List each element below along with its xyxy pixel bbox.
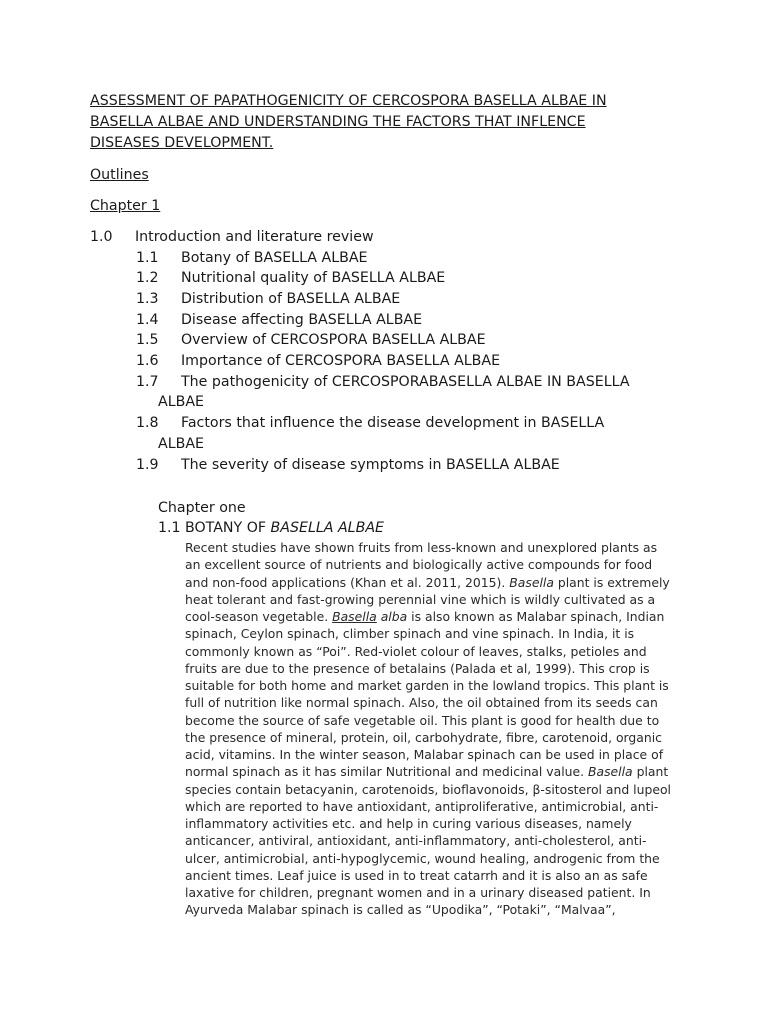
body-line [185, 798, 685, 815]
text-run: an excellent source of nutrients and biologically active compounds for food [185, 557, 653, 573]
outlines-heading: Outlines [90, 167, 149, 183]
toc-number: 1.3 [136, 290, 159, 307]
body-line [185, 608, 685, 625]
toc-entry-continuation: ALBAE [158, 394, 205, 411]
body-line [185, 556, 685, 573]
text-run: become the source of safe vegetable oil. This plant is good for health due to [185, 712, 660, 728]
toc-number: 1.1 [136, 249, 159, 266]
toc-number: 1.4 [136, 311, 159, 328]
chapter-one-heading: Chapter one [158, 500, 246, 516]
text-run: anticancer, antiviral, antioxidant, anti-inflammatory, anti-cholesterol, anti- [185, 833, 647, 849]
section-number: 1.1 [158, 520, 181, 536]
title-line: BASELLA ALBAE AND UNDERSTANDING THE FACTORS THAT INFLENCE [90, 114, 586, 130]
text-run: acid, vitamins. In the winter season, Malabar spinach can be used in place of [185, 747, 664, 762]
text-run: plant [632, 764, 669, 780]
text-run: Ayurveda Malabar spinach is called as “Upodika”, “Potaki”, “Malvaa”, [185, 902, 616, 918]
text-run: and non-food applications (Khan et al. 2011, 2015). [185, 574, 510, 590]
body-line [185, 746, 685, 763]
toc-number: 1.2 [136, 270, 159, 287]
body-line [185, 901, 685, 918]
toc-text: Disease affecting BASELLA ALBAE [181, 311, 423, 328]
text-run: spinach, Ceylon spinach, climber spinach and vine spinach. In India, it is [185, 626, 635, 642]
text-run: is also known as Malabar spinach, Indian [407, 609, 665, 624]
toc-text: Overview of CERCOSPORA BASELLA ALBAE [181, 332, 486, 349]
body-line [185, 660, 685, 677]
species-name: Basella [509, 574, 554, 590]
toc-text: Distribution of BASELLA ALBAE [181, 290, 401, 307]
body-line [185, 643, 685, 660]
document-title [90, 91, 690, 154]
species-name: Basella [588, 764, 633, 780]
text-run: fruits are due to the presence of betalains (Palada et al, 1999). This crop is [185, 660, 650, 676]
toc-number: 1.5 [136, 332, 159, 349]
body-line [185, 591, 685, 608]
title-line: DISEASES DEVELOPMENT. [90, 135, 274, 151]
body-line [185, 625, 685, 642]
toc-number: 1.8 [136, 415, 159, 432]
toc-number: 1.9 [136, 456, 159, 473]
text-run: inflammatory activities etc. and help in curing various diseases, namely [185, 816, 632, 831]
toc-number: 1.0 [90, 229, 113, 245]
text-run: plant is extremely [553, 574, 670, 590]
toc-text: The pathogenicity of CERCOSPORABASELLA ALBAE IN BASELLA [181, 373, 630, 390]
body-line [185, 884, 685, 901]
section-heading [158, 518, 384, 539]
body-line [185, 763, 685, 780]
text-run: the presence of mineral, protein, oil, carbohydrate, fibre, carotenoid, organic [185, 729, 662, 745]
toc-text: Nutritional quality of BASELLA ALBAE [181, 270, 446, 287]
chapter-1-heading: Chapter 1 [90, 198, 161, 214]
body-line [185, 712, 685, 729]
text-run: laxative for children, pregnant women and in a urinary diseased patient. In [185, 885, 651, 900]
body-line [185, 850, 685, 867]
text-run: Recent studies have shown fruits from less-known and unexplored plants as [185, 540, 658, 555]
toc-text: Botany of BASELLA ALBAE [181, 249, 368, 266]
body-line [185, 694, 685, 711]
text-run: ancient times. Leaf juice is used in to treat catarrh and it is also an as safe [185, 867, 648, 883]
toc-text: Factors that influence the disease development in BASELLA [181, 415, 605, 432]
text-run: full of nutrition like normal spinach. Also, the oil obtained from its seeds can [185, 695, 658, 711]
title-line: ASSESSMENT OF PAPATHOGENICITY OF CERCOSPORA BASELLA ALBAE IN [90, 93, 607, 109]
toc-text: Importance of CERCOSPORA BASELLA ALBAE [181, 353, 501, 369]
species-name: alba [380, 609, 408, 624]
toc-entry-continuation: ALBAE [158, 435, 205, 452]
body-paragraph [185, 539, 685, 919]
text-run: commonly known as “Poi”. Red-violet colour of leaves, stalks, petioles and [185, 643, 647, 659]
body-line [185, 539, 685, 556]
body-line [185, 574, 685, 591]
species-name: Basella [332, 609, 377, 624]
text-run: cool-season vegetable. [185, 609, 333, 624]
body-line [185, 781, 685, 798]
text-run: normal spinach as it has similar Nutritional and medicinal value. [185, 764, 588, 780]
body-line [185, 867, 685, 884]
toc-number: 1.7 [136, 373, 159, 390]
text-run: which are reported to have antioxidant, antiproliferative, antimicrobial, anti- [185, 798, 659, 814]
text-run: heat tolerant and fast-growing perennial vine which is wildly cultivated as a [185, 591, 656, 607]
body-line [185, 815, 685, 832]
body-line [185, 832, 685, 849]
toc-number: 1.6 [136, 353, 159, 369]
toc-text: Introduction and literature review [135, 229, 374, 245]
body-line [185, 677, 685, 694]
section-title-prefix: BOTANY OF [185, 520, 271, 536]
text-run: ulcer, antimicrobial, anti-hypoglycemic, wound healing, androgenic from the [185, 850, 660, 866]
body-line [185, 729, 685, 746]
toc-text: The severity of disease symptoms in BASELLA ALBAE [181, 456, 560, 473]
text-run: species contain betacyanin, carotenoids, bioflavonoids, β-sitosterol and lupeol [185, 781, 671, 797]
text-run: suitable for both home and market garden in the lowland tropics. This plant is [185, 678, 669, 693]
section-title-species: BASELLA ALBAE [270, 520, 384, 536]
